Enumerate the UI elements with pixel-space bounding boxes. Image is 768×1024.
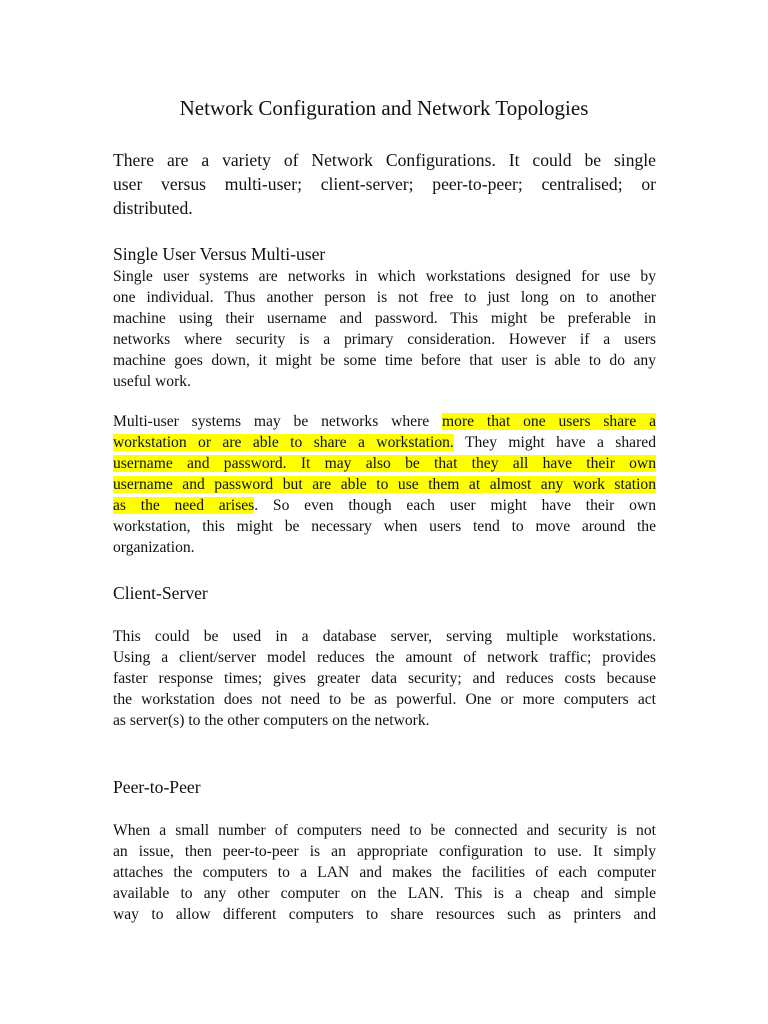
text-line: way to allow different computers to share resources such as printers and bbox=[113, 906, 656, 923]
text-line: as server(s) to the other computers on the network. bbox=[113, 712, 430, 729]
intro-line: distributed. bbox=[113, 198, 193, 218]
text-line bbox=[113, 432, 656, 453]
intro-line: user versus multi-user; client-server; peer-to-peer; centralised; or bbox=[113, 174, 656, 194]
highlighted-text: more that one users share a bbox=[442, 413, 656, 430]
highlighted-text: as the need arises bbox=[113, 497, 255, 514]
multi-user-paragraph bbox=[113, 411, 656, 558]
heading-peer-to-peer: Peer-to-Peer bbox=[113, 777, 201, 797]
highlighted-text: workstation or are able to share a workstation. bbox=[113, 434, 454, 451]
highlighted-text: username and password. It may also be that they all have their own bbox=[113, 455, 656, 472]
text-line: workstation, this might be necessary when users tend to move around the bbox=[113, 518, 656, 535]
heading-client-server: Client-Server bbox=[113, 583, 208, 603]
text-segment: Multi-user systems may be networks where bbox=[113, 413, 443, 430]
text-line: This could be used in a database server, serving multiple workstations. bbox=[113, 628, 656, 645]
single-user-paragraph bbox=[113, 266, 656, 392]
text-line: Single user systems are networks in which workstations designed for use by bbox=[113, 268, 656, 285]
text-line: available to any other computer on the LAN. This is a cheap and simple bbox=[113, 885, 656, 902]
text-line: machine using their username and password. This might be preferable in bbox=[113, 310, 656, 327]
text-line: useful work. bbox=[113, 373, 191, 390]
text-line: networks where security is a primary consideration. However if a users bbox=[113, 331, 656, 348]
intro-line: There are a variety of Network Configurations. It could be single bbox=[113, 150, 656, 170]
text-line: faster response times; gives greater data security; and reduces costs because bbox=[113, 670, 656, 687]
text-line bbox=[113, 411, 656, 432]
text-segment: . So even though each user might have their own bbox=[254, 497, 656, 514]
text-line: organization. bbox=[113, 539, 195, 556]
text-line: machine goes down, it might be some time before that user is able to do any bbox=[113, 352, 656, 369]
heading-single-user: Single User Versus Multi-user bbox=[113, 244, 326, 264]
page-title: Network Configuration and Network Topologies bbox=[179, 96, 589, 120]
text-line: an issue, then peer-to-peer is an appropriate configuration to use. It simply bbox=[113, 843, 656, 860]
text-line bbox=[113, 453, 656, 474]
text-line bbox=[113, 495, 656, 516]
text-line: When a small number of computers need to be connected and security is not bbox=[113, 822, 656, 839]
peer-to-peer-paragraph bbox=[113, 820, 656, 925]
intro-paragraph bbox=[113, 148, 656, 220]
text-segment: They might have a shared bbox=[453, 434, 656, 451]
text-line: Using a client/server model reduces the amount of network traffic; provides bbox=[113, 649, 656, 666]
text-line: one individual. Thus another person is not free to just long on to another bbox=[113, 289, 656, 306]
client-server-paragraph bbox=[113, 626, 656, 731]
highlighted-text: username and password but are able to use them at almost any work station bbox=[113, 476, 656, 493]
text-line bbox=[113, 474, 656, 495]
text-line: attaches the computers to a LAN and makes the facilities of each computer bbox=[113, 864, 656, 881]
text-line: the workstation does not need to be as powerful. One or more computers act bbox=[113, 691, 656, 708]
